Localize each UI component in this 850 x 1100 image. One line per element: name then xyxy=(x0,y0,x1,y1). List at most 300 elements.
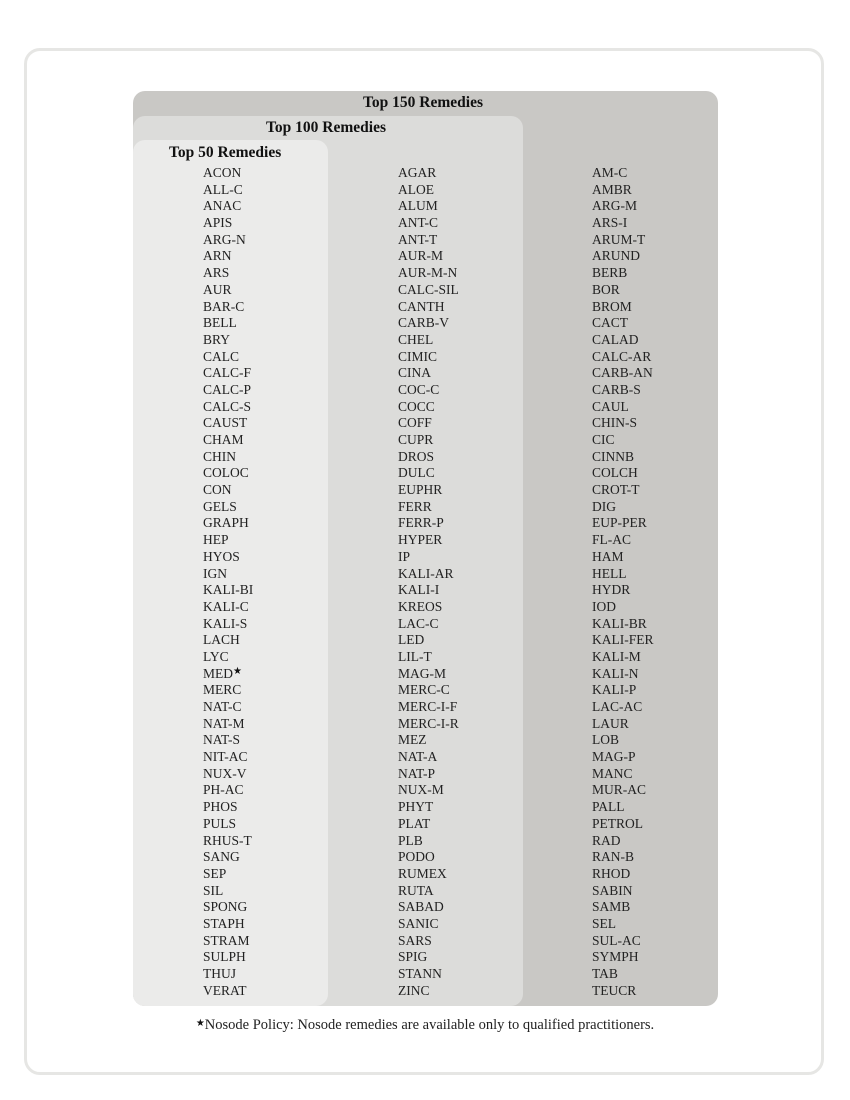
remedy-item xyxy=(592,883,654,900)
remedy-label: CUPR xyxy=(398,432,434,447)
remedy-item xyxy=(398,782,459,799)
remedy-item xyxy=(592,449,654,466)
remedy-label: BELL xyxy=(203,315,237,331)
remedy-item xyxy=(203,899,253,916)
remedy-item xyxy=(203,866,253,883)
remedy-item xyxy=(398,566,459,583)
remedy-label: KALI-N xyxy=(592,665,639,681)
remedy-item xyxy=(203,232,253,249)
remedy-item xyxy=(398,182,459,199)
remedy-label: THUJ xyxy=(203,966,236,981)
top150-title: Top 150 Remedies xyxy=(363,94,483,111)
remedy-label: SULPH xyxy=(203,949,246,965)
remedy-item xyxy=(398,833,459,850)
remedy-label: MUR-AC xyxy=(592,782,647,798)
remedy-label: PALL xyxy=(592,799,625,815)
remedy-item xyxy=(398,732,459,749)
remedy-item xyxy=(203,165,253,182)
remedy-item xyxy=(203,616,253,633)
remedy-label: SEL xyxy=(592,915,617,931)
remedy-item xyxy=(203,682,253,699)
remedy-item xyxy=(398,549,459,566)
remedy-label: IP xyxy=(398,548,411,564)
remedy-label: RUMEX xyxy=(398,865,447,881)
remedy-item xyxy=(203,499,253,516)
remedy-label: ANT-T xyxy=(398,231,438,247)
remedy-item xyxy=(592,349,654,366)
remedy-item xyxy=(203,649,253,666)
remedy-item xyxy=(398,799,459,816)
remedy-item xyxy=(398,315,459,332)
remedy-item xyxy=(592,382,654,399)
remedy-item xyxy=(398,248,459,265)
remedy-label: MEZ xyxy=(398,732,427,748)
remedy-label: AUR-M xyxy=(398,248,444,264)
remedy-item xyxy=(592,749,654,766)
remedy-label: ARG-N xyxy=(203,231,246,247)
remedy-item xyxy=(398,399,459,416)
remedy-item xyxy=(592,983,654,1000)
remedy-item xyxy=(592,532,654,549)
remedy-label: PHOS xyxy=(203,799,238,815)
remedy-item xyxy=(398,282,459,299)
remedy-item xyxy=(203,515,253,532)
remedy-label: KALI-M xyxy=(592,648,641,664)
remedy-item xyxy=(203,966,253,983)
remedy-item xyxy=(592,198,654,215)
remedy-item xyxy=(203,449,253,466)
remedy-label: CALC-S xyxy=(203,398,252,414)
top100-remedy-list xyxy=(398,165,459,999)
remedy-item xyxy=(592,315,654,332)
remedy-label: PHYT xyxy=(398,799,434,815)
remedy-label: ALUM xyxy=(398,198,438,214)
remedy-item xyxy=(592,866,654,883)
remedy-item xyxy=(398,432,459,449)
remedy-label: CACT xyxy=(592,315,629,331)
remedy-item xyxy=(203,666,253,683)
remedy-label: PODO xyxy=(398,849,435,865)
remedy-item xyxy=(203,566,253,583)
remedy-label: LACH xyxy=(203,632,240,648)
remedy-label: EUPHR xyxy=(398,482,443,498)
remedy-label: MERC-C xyxy=(398,682,450,698)
top50-title: Top 50 Remedies xyxy=(169,144,282,161)
remedy-label: IGN xyxy=(203,565,227,581)
remedy-label: STANN xyxy=(398,966,442,981)
remedy-item xyxy=(203,315,253,332)
remedy-label: BERB xyxy=(592,265,628,281)
remedy-label: CALC-P xyxy=(203,381,252,397)
remedy-label: CARB-V xyxy=(398,315,450,331)
remedy-label: RAD xyxy=(592,832,621,848)
remedy-item xyxy=(398,599,459,616)
remedy-label: CALAD xyxy=(592,331,639,347)
remedy-label: CALC-SIL xyxy=(398,281,459,297)
remedy-label: CON xyxy=(203,482,232,498)
remedy-item xyxy=(592,816,654,833)
remedy-label: DROS xyxy=(398,448,435,464)
remedy-item xyxy=(398,749,459,766)
remedy-label: ARUND xyxy=(592,248,641,264)
remedy-item xyxy=(203,833,253,850)
remedy-label: COCC xyxy=(398,398,435,414)
remedy-label: HELL xyxy=(592,565,627,581)
remedy-label: KREOS xyxy=(398,598,443,614)
remedy-item xyxy=(203,215,253,232)
remedy-item xyxy=(592,833,654,850)
remedy-label: RHUS-T xyxy=(203,832,252,848)
remedy-item xyxy=(203,432,253,449)
remedy-label: MED xyxy=(203,665,233,681)
remedy-item xyxy=(398,299,459,316)
remedy-label: FERR-P xyxy=(398,515,444,531)
remedy-item xyxy=(203,732,253,749)
remedy-label: PLAT xyxy=(398,815,431,831)
remedy-label: MAG-P xyxy=(592,749,636,765)
remedy-item xyxy=(398,465,459,482)
remedy-item xyxy=(592,399,654,416)
remedy-item xyxy=(398,666,459,683)
remedy-item xyxy=(592,916,654,933)
remedy-label: ARUM-T xyxy=(592,231,646,247)
remedy-item xyxy=(203,465,253,482)
remedy-item xyxy=(592,732,654,749)
remedy-item xyxy=(203,399,253,416)
remedy-label: LYC xyxy=(203,648,229,664)
remedy-item xyxy=(592,616,654,633)
remedy-label: MANC xyxy=(592,765,633,781)
remedy-item xyxy=(398,966,459,983)
remedy-item xyxy=(592,232,654,249)
remedy-item xyxy=(592,649,654,666)
remedy-item xyxy=(592,248,654,265)
remedy-label: ANAC xyxy=(203,198,242,214)
remedy-item xyxy=(203,782,253,799)
remedy-label: MERC-I-R xyxy=(398,715,459,731)
remedy-item xyxy=(398,198,459,215)
remedy-label: ARS xyxy=(203,265,230,281)
remedy-label: BROM xyxy=(592,298,632,314)
remedy-item xyxy=(398,699,459,716)
remedy-label: ALOE xyxy=(398,181,434,197)
remedy-label: ARS-I xyxy=(592,215,628,231)
remedy-label: ACON xyxy=(203,165,242,180)
remedy-label: ARN xyxy=(203,248,232,264)
remedy-label: PLB xyxy=(398,832,423,848)
footnote-text: Nosode Policy: Nosode remedies are available only to qualified practitioners. xyxy=(204,1017,655,1033)
remedy-item xyxy=(203,349,253,366)
remedy-label: MERC-I-F xyxy=(398,699,458,714)
remedy-item xyxy=(203,799,253,816)
remedy-item xyxy=(592,933,654,950)
remedy-item xyxy=(398,933,459,950)
remedy-label: COFF xyxy=(398,415,432,431)
remedy-label: ZINC xyxy=(398,982,430,998)
remedy-label: KALI-S xyxy=(203,615,248,631)
remedy-item xyxy=(398,916,459,933)
remedy-item xyxy=(398,215,459,232)
remedy-label: CAUL xyxy=(592,398,629,414)
remedy-label: PULS xyxy=(203,815,237,831)
remedy-label: LAUR xyxy=(592,715,629,731)
remedy-item xyxy=(592,966,654,983)
remedy-label: CIC xyxy=(592,432,615,447)
remedy-item xyxy=(592,799,654,816)
remedy-item xyxy=(592,482,654,499)
remedy-label: GRAPH xyxy=(203,515,249,531)
remedy-item xyxy=(203,766,253,783)
remedy-item xyxy=(203,749,253,766)
remedy-item xyxy=(398,816,459,833)
remedy-item xyxy=(203,365,253,382)
remedy-item xyxy=(592,549,654,566)
remedy-label: AUR xyxy=(203,281,232,297)
remedy-label: SIL xyxy=(203,882,224,898)
remedy-label: FL-AC xyxy=(592,532,632,548)
remedy-label: COLOC xyxy=(203,465,249,481)
remedy-item xyxy=(592,465,654,482)
remedy-item xyxy=(592,949,654,966)
remedy-item xyxy=(203,415,253,432)
remedy-label: NUX-M xyxy=(398,782,444,798)
remedy-item xyxy=(398,232,459,249)
remedy-item xyxy=(203,248,253,265)
remedy-item xyxy=(592,282,654,299)
remedy-label: HYPER xyxy=(398,532,443,548)
remedy-item xyxy=(203,549,253,566)
remedy-item xyxy=(592,165,654,182)
remedy-item xyxy=(203,699,253,716)
remedy-label: ANT-C xyxy=(398,215,439,231)
remedy-item xyxy=(592,782,654,799)
remedy-label: BAR-C xyxy=(203,298,245,314)
remedy-item xyxy=(398,849,459,866)
remedy-label: LIL-T xyxy=(398,648,432,664)
remedy-label: TEUCR xyxy=(592,982,637,998)
remedy-item xyxy=(203,816,253,833)
remedy-item xyxy=(203,332,253,349)
remedy-item xyxy=(398,632,459,649)
remedy-item xyxy=(203,883,253,900)
remedy-label: DULC xyxy=(398,465,435,481)
remedy-label: IOD xyxy=(592,598,616,614)
remedy-item xyxy=(592,299,654,316)
remedy-item xyxy=(398,899,459,916)
remedy-label: ALL-C xyxy=(203,181,243,197)
remedy-label: SABAD xyxy=(398,899,444,915)
remedy-item xyxy=(203,849,253,866)
remedy-item xyxy=(203,916,253,933)
remedy-label: KALI-AR xyxy=(398,565,454,581)
remedy-label: BOR xyxy=(592,281,620,297)
remedy-item xyxy=(592,849,654,866)
remedy-label: SANIC xyxy=(398,915,439,931)
remedy-label: HEP xyxy=(203,532,229,548)
star-icon: ★ xyxy=(233,665,242,677)
remedy-label: CHEL xyxy=(398,331,434,347)
remedy-item xyxy=(398,649,459,666)
remedy-label: BRY xyxy=(203,331,231,347)
remedy-label: CIMIC xyxy=(398,348,438,364)
remedy-label: PETROL xyxy=(592,815,644,831)
remedy-label: CANTH xyxy=(398,298,445,314)
remedy-label: APIS xyxy=(203,215,233,231)
remedy-item xyxy=(592,215,654,232)
remedy-label: MAG-M xyxy=(398,665,447,681)
remedy-item xyxy=(592,365,654,382)
remedy-label: COC-C xyxy=(398,381,440,397)
remedy-item xyxy=(592,265,654,282)
remedy-label: KALI-FER xyxy=(592,632,654,648)
remedy-label: LAC-C xyxy=(398,615,439,631)
remedy-label: ARG-M xyxy=(592,198,638,214)
remedy-item xyxy=(398,866,459,883)
remedy-item xyxy=(398,449,459,466)
remedy-label: HYOS xyxy=(203,548,240,564)
remedy-item xyxy=(398,415,459,432)
remedy-item xyxy=(592,682,654,699)
remedy-label: RAN-B xyxy=(592,849,635,865)
remedy-item xyxy=(398,515,459,532)
remedy-label: CARB-AN xyxy=(592,365,653,381)
remedy-item xyxy=(398,165,459,182)
remedy-label: AGAR xyxy=(398,165,437,180)
remedy-item xyxy=(592,566,654,583)
remedy-label: FERR xyxy=(398,498,432,514)
remedy-item xyxy=(592,766,654,783)
star-icon: ★ xyxy=(195,1018,205,1029)
remedy-item xyxy=(203,282,253,299)
remedy-item xyxy=(398,532,459,549)
remedy-item xyxy=(592,632,654,649)
remedy-label: NUX-V xyxy=(203,765,247,781)
remedy-label: CALC-F xyxy=(203,365,252,381)
remedy-label: COLCH xyxy=(592,465,638,481)
remedy-label: STRAM xyxy=(203,932,250,948)
remedy-label: HAM xyxy=(592,548,624,564)
remedy-item xyxy=(592,182,654,199)
remedy-label: AMBR xyxy=(592,181,632,197)
remedy-label: VERAT xyxy=(203,982,247,998)
remedy-label: LED xyxy=(398,632,425,648)
remedy-item xyxy=(592,666,654,683)
remedy-label: NAT-P xyxy=(398,765,436,781)
top150-remedy-list xyxy=(592,165,654,999)
remedy-item xyxy=(203,198,253,215)
remedy-label: KALI-BI xyxy=(203,582,254,598)
remedy-label: SUL-AC xyxy=(592,932,641,948)
remedy-label: AUR-M-N xyxy=(398,265,458,281)
remedy-item xyxy=(203,949,253,966)
remedy-label: RHOD xyxy=(592,865,631,881)
remedy-label: CHIN-S xyxy=(592,415,638,431)
remedy-item xyxy=(398,716,459,733)
remedy-label: LAC-AC xyxy=(592,699,643,714)
remedy-item xyxy=(398,482,459,499)
remedy-item xyxy=(203,933,253,950)
nosode-footnote xyxy=(0,1017,850,1034)
remedy-label: NAT-S xyxy=(203,732,241,748)
remedy-label: CARB-S xyxy=(592,381,641,397)
remedy-label: PH-AC xyxy=(203,782,244,798)
remedy-item xyxy=(592,499,654,516)
top50-remedy-list xyxy=(203,165,253,999)
top100-title: Top 100 Remedies xyxy=(266,119,386,136)
remedy-item xyxy=(592,432,654,449)
remedy-label: EUP-PER xyxy=(592,515,647,531)
remedy-label: GELS xyxy=(203,498,237,514)
remedy-label: STAPH xyxy=(203,915,245,931)
remedy-label: KALI-BR xyxy=(592,615,647,631)
remedy-item xyxy=(203,482,253,499)
remedy-label: CALC xyxy=(203,348,240,364)
remedy-label: SARS xyxy=(398,932,432,948)
remedy-item xyxy=(398,365,459,382)
remedy-item xyxy=(592,332,654,349)
remedy-label: SAMB xyxy=(592,899,631,915)
remedy-item xyxy=(398,265,459,282)
remedy-item xyxy=(398,499,459,516)
remedy-label: RUTA xyxy=(398,882,434,898)
remedy-item xyxy=(203,632,253,649)
remedy-item xyxy=(592,515,654,532)
remedy-label: CHIN xyxy=(203,448,236,464)
remedy-item xyxy=(398,582,459,599)
remedy-label: NAT-C xyxy=(203,699,242,714)
remedy-item xyxy=(592,699,654,716)
remedy-label: SYMPH xyxy=(592,949,639,965)
remedy-item xyxy=(398,983,459,1000)
remedy-item xyxy=(592,716,654,733)
remedy-label: SABIN xyxy=(592,882,633,898)
remedy-label: SANG xyxy=(203,849,240,865)
remedy-item xyxy=(398,883,459,900)
remedy-label: CAUST xyxy=(203,415,248,431)
remedy-item xyxy=(203,716,253,733)
remedy-item xyxy=(398,349,459,366)
remedy-label: CROT-T xyxy=(592,482,640,498)
remedy-item xyxy=(592,899,654,916)
remedy-label: NAT-M xyxy=(203,715,245,731)
remedy-item xyxy=(398,332,459,349)
remedy-label: KALI-C xyxy=(203,598,249,614)
remedy-label: TAB xyxy=(592,966,618,981)
remedy-item xyxy=(203,983,253,1000)
remedy-label: LOB xyxy=(592,732,619,748)
remedy-item xyxy=(398,616,459,633)
remedy-label: MERC xyxy=(203,682,242,698)
remedy-label: CALC-AR xyxy=(592,348,652,364)
remedy-label: NIT-AC xyxy=(203,749,248,765)
remedy-item xyxy=(203,182,253,199)
remedy-item xyxy=(592,582,654,599)
remedy-label: AM-C xyxy=(592,165,628,180)
remedy-item xyxy=(203,299,253,316)
remedy-item xyxy=(203,582,253,599)
remedy-label: KALI-P xyxy=(592,682,637,698)
remedy-label: HYDR xyxy=(592,582,631,598)
remedy-item xyxy=(203,382,253,399)
remedy-label: SEP xyxy=(203,865,227,881)
remedy-item xyxy=(203,532,253,549)
remedy-label: DIG xyxy=(592,498,616,514)
remedy-item xyxy=(398,682,459,699)
remedy-item xyxy=(203,265,253,282)
remedy-label: SPONG xyxy=(203,899,248,915)
remedy-item xyxy=(398,382,459,399)
remedy-label: SPIG xyxy=(398,949,428,965)
